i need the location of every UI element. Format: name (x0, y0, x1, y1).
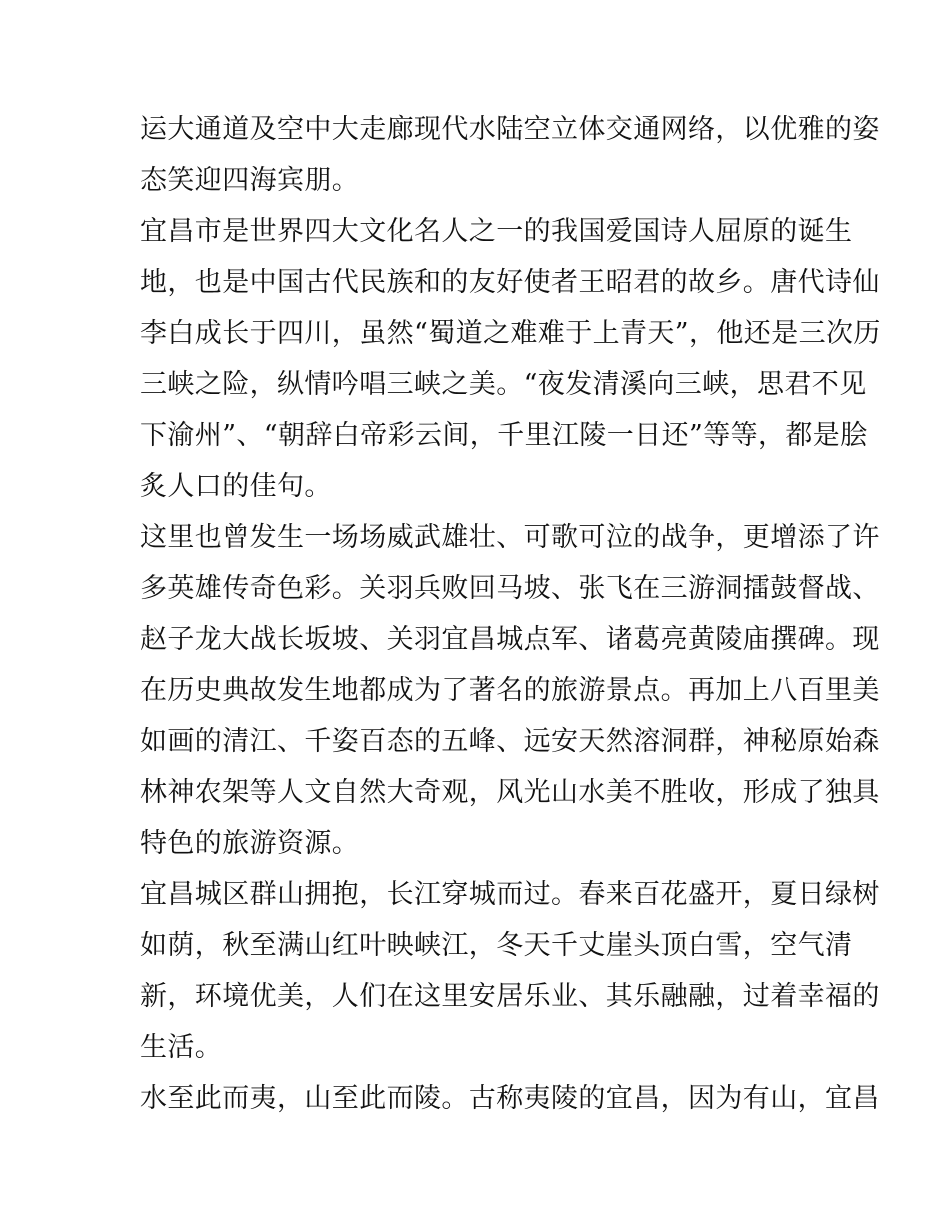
document-body (140, 104, 881, 1124)
text-line: 水至此而夷，山至此而陵。古称夷陵的宜昌，因为有山，宜昌 (140, 1083, 880, 1114)
text-line: 多英雄传奇色彩。关羽兵败回马坡、张飞在三游洞擂鼓督战、 (140, 573, 880, 604)
text-line: 生活。 (140, 1032, 223, 1063)
text-line: 宜昌市是世界四大文化名人之一的我国爱国诗人屈原的诞生 (140, 216, 853, 247)
text-line: 三峡之险，纵情吟唱三峡之美。“夜发清溪向三峡，思君不见 (140, 369, 867, 400)
text-line: 宜昌城区群山拥抱，长江穿城而过。春来百花盛开，夏日绿树 (140, 879, 880, 910)
text-line: 李白成长于四川，虽然“蜀道之难难于上青天”，他还是三次历 (140, 318, 881, 349)
text-line: 运大通道及空中大走廊现代水陆空立体交通网络，以优雅的姿 (140, 114, 880, 145)
text-line: 赵子龙大战长坂坡、关羽宜昌城点军、诸葛亮黄陵庙撰碑。现 (140, 624, 880, 655)
text-line: 在历史典故发生地都成为了著名的旅游景点。再加上八百里美 (140, 675, 880, 706)
text-line: 特色的旅游资源。 (140, 828, 360, 859)
text-line: 林神农架等人文自然大奇观，风光山水美不胜收，形成了独具 (140, 777, 880, 808)
text-line: 地，也是中国古代民族和的友好使者王昭君的故乡。唐代诗仙 (140, 267, 880, 298)
text-line: 如荫，秋至满山红叶映峡江，冬天千丈崖头顶白雪，空气清 (140, 930, 853, 961)
text-line: 炙人口的佳句。 (140, 471, 332, 502)
text-line: 这里也曾发生一场场威武雄壮、可歌可泣的战争，更增添了许 (140, 522, 880, 553)
text-line: 如画的清江、千姿百态的五峰、远安天然溶洞群，神秘原始森 (140, 726, 880, 757)
text-line: 态笑迎四海宾朋。 (140, 165, 360, 196)
text-line: 新，环境优美，人们在这里安居乐业、其乐融融，过着幸福的 (140, 981, 880, 1012)
text-line: 下渝州”、“朝辞白帝彩云间，千里江陵一日还”等等，都是脍 (140, 420, 868, 451)
